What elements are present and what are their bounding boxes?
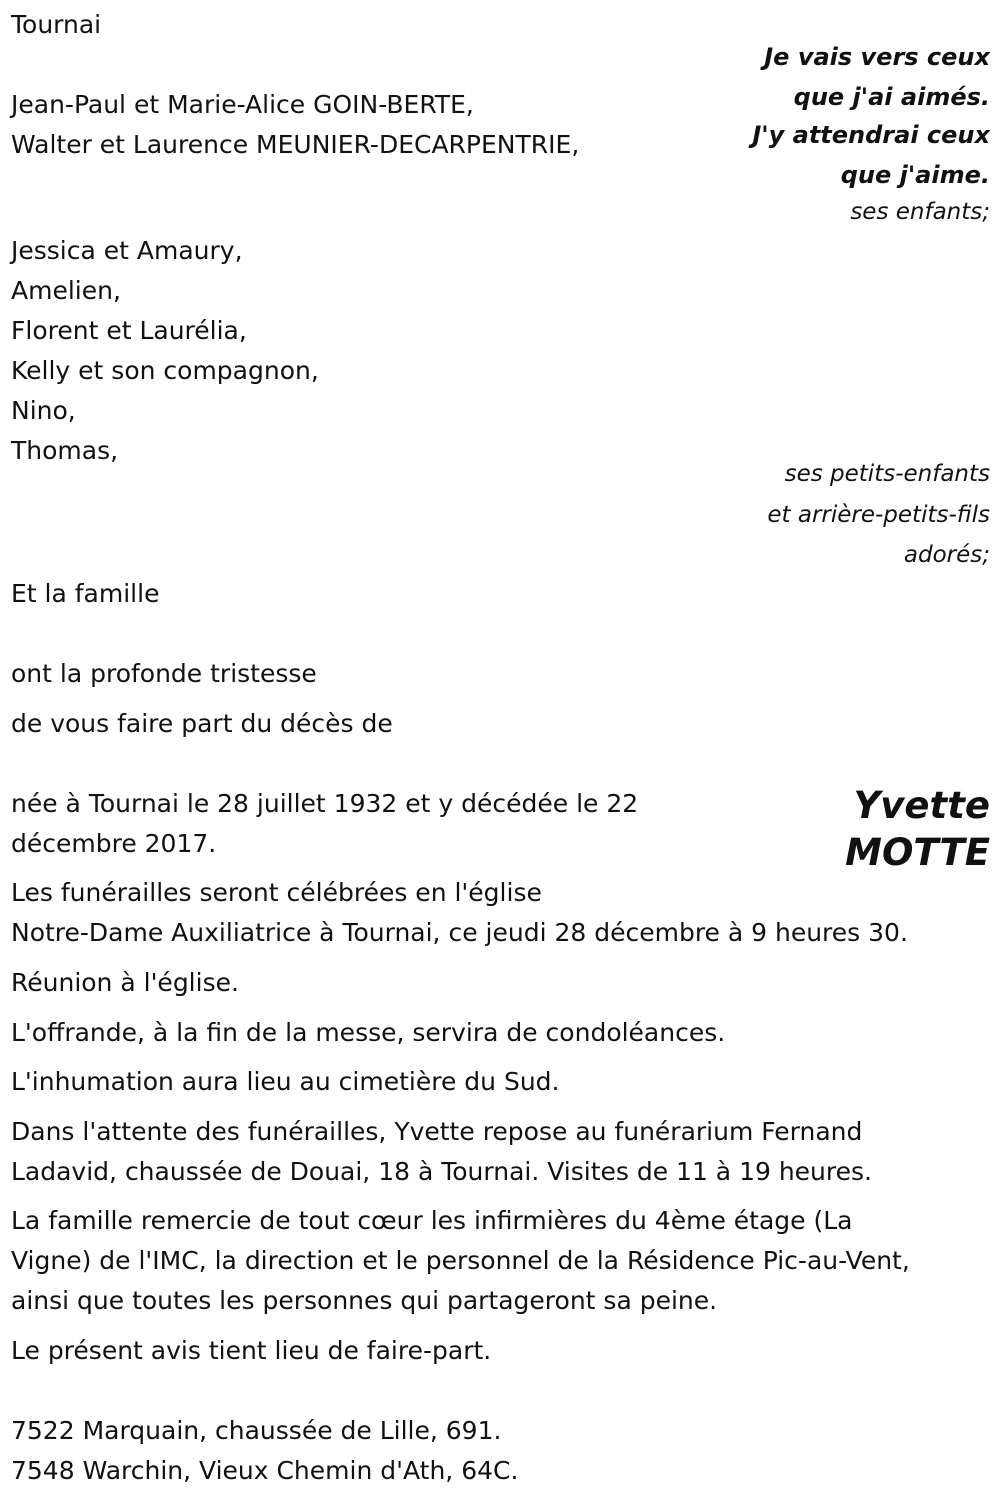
grandchildren-label: ses petits-enfants [784, 461, 990, 487]
funeral-line: Notre-Dame Auxiliatrice à Tournai, ce jeudi 28 décembre à 9 heures 30. [11, 918, 908, 947]
meeting-line: Réunion à l'église. [11, 968, 239, 997]
address-line: 7548 Warchin, Vieux Chemin d'Ath, 64C. [11, 1456, 519, 1485]
quote-line: J'y attendrai ceux [752, 121, 990, 149]
birth-line: née à Tournai le 28 juillet 1932 et y décédée le 22 [11, 789, 639, 818]
city-name: Tournai [11, 10, 102, 39]
grandchild-line: Florent et Laurélia, [11, 316, 247, 345]
family-line: Et la famille [11, 579, 160, 608]
deceased-first-name: Yvette [853, 784, 990, 827]
address-line: 7522 Marquain, chaussée de Lille, 691. [11, 1416, 502, 1445]
grandchild-line: Jessica et Amaury, [11, 236, 243, 265]
announcement-line: de vous faire part du décès de [11, 709, 393, 738]
grandchild-line: Nino, [11, 396, 76, 425]
quote-line: que j'aime. [840, 161, 990, 189]
children-line: Jean-Paul et Marie-Alice GOIN-BERTE, [11, 90, 474, 119]
notice-line: Le présent avis tient lieu de faire-part. [11, 1336, 492, 1365]
rest-line: Ladavid, chaussée de Douai, 18 à Tournai. Visites de 11 à 19 heures. [11, 1157, 872, 1186]
grandchild-line: Thomas, [11, 436, 119, 465]
grandchildren-label: et arrière-petits-fils [767, 502, 990, 528]
rest-line: Dans l'attente des funérailles, Yvette repose au funérarium Fernand [11, 1117, 863, 1146]
burial-line: L'inhumation aura lieu au cimetière du Sud. [11, 1067, 560, 1096]
quote-line: que j'ai aimés. [793, 83, 990, 111]
grandchild-line: Kelly et son compagnon, [11, 356, 319, 385]
children-line: Walter et Laurence MEUNIER-DECARPENTRIE, [11, 130, 580, 159]
grandchild-line: Amelien, [11, 276, 121, 305]
deceased-last-name: MOTTE [845, 831, 990, 874]
grandchildren-label: adorés; [903, 542, 990, 568]
children-label: ses enfants; [850, 199, 990, 225]
birth-line: décembre 2017. [11, 829, 217, 858]
offering-line: L'offrande, à la fin de la messe, servira de condoléances. [11, 1018, 726, 1047]
quote-line: Je vais vers ceux [764, 43, 990, 71]
thanks-line: Vigne) de l'IMC, la direction et le personnel de la Résidence Pic-au-Vent, [11, 1246, 910, 1275]
thanks-line: La famille remercie de tout cœur les infirmières du 4ème étage (La [11, 1206, 853, 1235]
announcement-line: ont la profonde tristesse [11, 659, 317, 688]
funeral-line: Les funérailles seront célébrées en l'église [11, 878, 542, 907]
thanks-line: ainsi que toutes les personnes qui partageront sa peine. [11, 1286, 718, 1315]
